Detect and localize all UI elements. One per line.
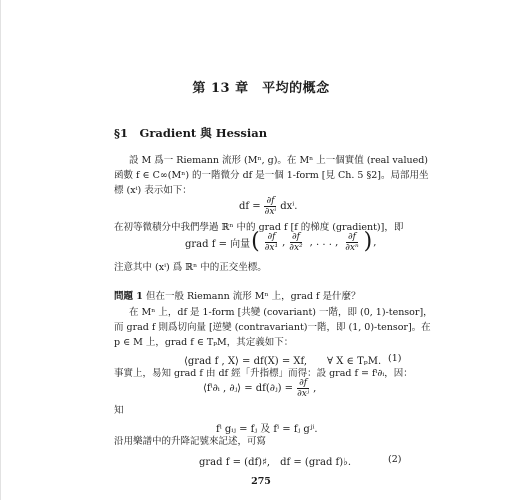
comma: , — [282, 236, 286, 248]
paragraph-line: 注意其中 (xⁱ) 爲 ℝⁿ 中的正交坐標。 — [114, 262, 267, 273]
left-paren: ( — [251, 229, 260, 254]
paragraph-line: 沿用樂譜中的升降記號來記述，可寫 — [114, 436, 267, 447]
fraction-numerator: ∂f — [291, 231, 300, 242]
fraction-denominator: ∂xⁿ — [345, 242, 359, 253]
fraction-denominator: ∂x² — [289, 242, 303, 253]
equation-df — [239, 196, 297, 217]
paragraph-line: 設 M 爲一 Riemann 流形 (Mⁿ, g)。在 Mⁿ 上一個實值 (real valued) — [129, 155, 429, 166]
paragraph-line: 知 — [114, 405, 124, 416]
fraction-numerator: ∂f — [266, 196, 275, 206]
equation-1: ⟨grad f , X⟩ = df(X) = Xf, ∀ X ∈ TₚM. — [184, 356, 382, 367]
paragraph-line: 在初等微積分中我們學過 ℝⁿ 中的 grad f [f 的梯度 (gradient)]，即 — [114, 222, 404, 233]
fraction — [263, 196, 279, 217]
equation-tail: , — [373, 236, 377, 248]
problem-text: 但在一般 Riemann 流形 Mⁿ 上，grad f 是什麼？ — [145, 291, 361, 302]
equation-lhs: df = — [239, 201, 261, 212]
fraction — [263, 232, 280, 253]
ellipsis: , . . . , — [309, 236, 339, 248]
paragraph-line: 而 grad f 則爲切向量 [逆變 (contravariant)一階，即 (1, 0)-tensor]。在 — [114, 322, 431, 333]
paragraph-line: p ∈ M 上，grad f ∈ TₚM，其定義如下： — [114, 337, 294, 348]
equation-tail: , — [313, 383, 317, 394]
fraction — [287, 232, 304, 253]
problem-statement — [114, 291, 361, 303]
fraction-denominator: ∂xⁱ — [264, 207, 277, 217]
equation-number: (2) — [388, 454, 402, 465]
page-number: 275 — [251, 476, 271, 487]
problem-label: 問題 1 — [114, 291, 143, 302]
fraction-numerator: ∂f — [267, 231, 276, 242]
equation-2: grad f = (df)♯, df = (grad f)♭. — [199, 457, 352, 468]
equation-raise-index — [203, 378, 316, 399]
equation-lhs: grad f = 向量 — [185, 238, 251, 250]
paragraph-line: 函數 f ∈ C∞(Mⁿ) 的一階微分 df 是一個 1-form [見 Ch. 5 §2]。局部用坐 — [114, 170, 429, 181]
chapter-title: 第 13 章 平均的概念 — [192, 81, 330, 96]
fraction — [295, 378, 311, 399]
paragraph-line: 事實上，易知 grad f 由 df 經「升指標」而得：設 grad f = fⁱ∂ᵢ，因： — [114, 368, 413, 379]
equation-grad — [185, 231, 376, 253]
paragraph-line: 標 (xⁱ) 表示如下： — [114, 185, 192, 196]
equation-rhs: dxⁱ. — [280, 201, 298, 212]
fraction-denominator: ∂x¹ — [264, 242, 279, 253]
fraction-numerator: ∂f — [347, 231, 356, 242]
equation-index-relation: fⁱ gᵢⱼ = fⱼ 及 fⁱ = fⱼ gʲⁱ. — [216, 424, 318, 435]
equation-lhs: ⟨fⁱ∂ᵢ , ∂ⱼ⟩ = df(∂ⱼ) = — [203, 383, 294, 394]
paragraph-line: 在 Mⁿ 上，df 是 1-form [共變 (covariant) 一階，即 (0, 1)-tensor]， — [129, 307, 433, 318]
section-title: §1 Gradient 與 Hessian — [114, 126, 268, 140]
fraction — [343, 232, 360, 253]
fraction-denominator: ∂xʲ — [297, 389, 310, 399]
fraction-numerator: ∂f — [299, 378, 308, 388]
equation-number: (1) — [388, 353, 402, 364]
right-paren: ) — [363, 229, 373, 254]
